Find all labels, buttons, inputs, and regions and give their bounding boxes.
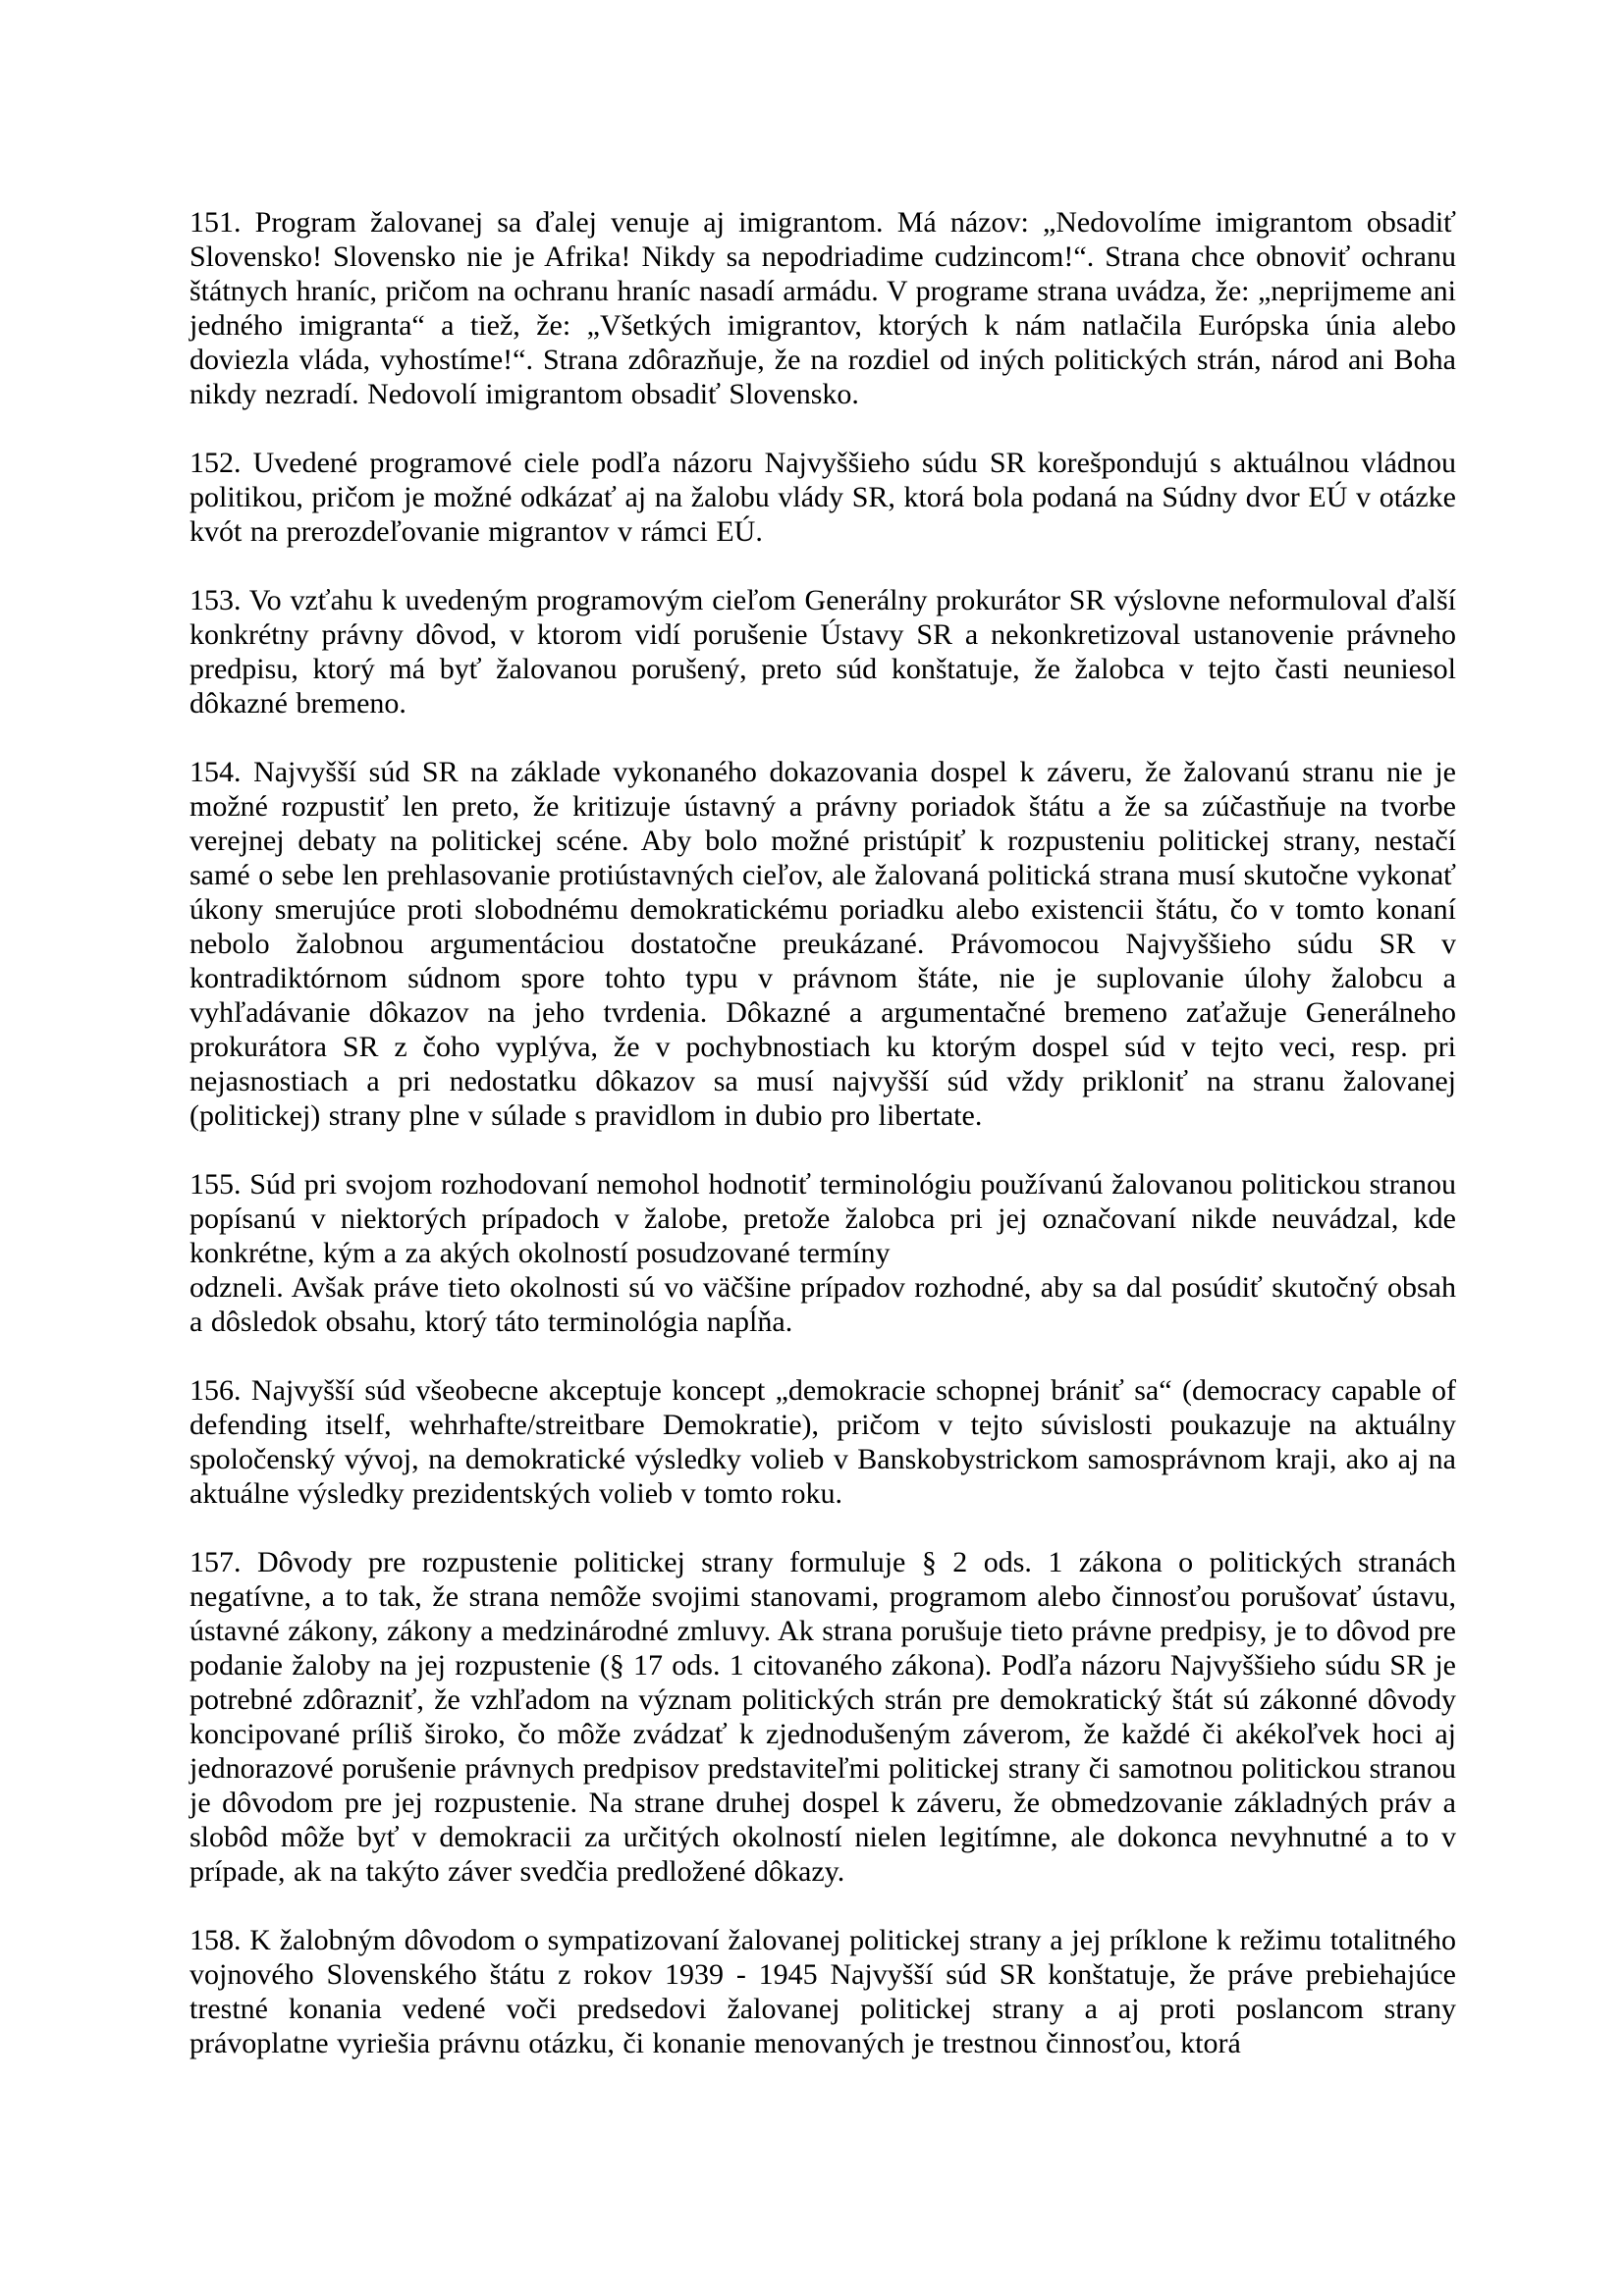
paragraph-155	[189, 1167, 1456, 1339]
paragraph-157	[189, 1545, 1456, 1889]
paragraph-156-text-0: 156. Najvyšší súd všeobecne akceptuje koncept „demokracie schopnej brániť sa“ (democracy capable of defending itself, wehrhafte/streitbare Demokratie), pričom v tejto súvislosti poukazuje na aktuálny spoločenský vývoj, na demokratické výsledky volieb v Banskobystrickom samosprávnom kraji, ako aj na aktuálne výsledky prezidentských volieb v tomto roku.	[189, 1374, 1456, 1510]
paragraph-156	[189, 1373, 1456, 1511]
paragraph-158-text-0: 158. K žalobným dôvodom o sympatizovaní žalovanej politickej strany a jej príklone k režimu totalitného vojnového Slovenského štátu z rokov 1939 - 1945 Najvyšší súd SR konštatuje, že práve prebiehajúce trestné konania vedené voči predsedovi žalovanej politickej strany a aj proti poslancom strany právoplatne vyriešia právnu otázku, či konanie menovaných je trestnou činnosťou, ktorá	[189, 1924, 1456, 2059]
paragraph-151-text-0: 151. Program žalovanej sa ďalej venuje aj imigrantom. Má názov: „Nedovolíme imigrantom obsadiť Slovensko! Slovensko nie je Afrika! Nikdy sa nepodriadime cudzincom!“. Strana chce obnoviť ochranu štátnych hraníc, pričom na ochranu hraníc nasadí armádu. V programe strana uvádza, že: „neprijmeme ani jedného imigranta“ a tiež, že: „Všetkých imigrantov, ktorých k nám natlačila Európska únia alebo doviezla vláda, vyhostíme!“. Strana zdôrazňuje, že na rozdiel od iných politických strán, národ ani Boha nikdy nezradí. Nedovolí imigrantom obsadiť Slovensko.	[189, 206, 1456, 410]
paragraph-155-text-0: 155. Súd pri svojom rozhodovaní nemohol hodnotiť terminológiu používanú žalovanou politickou stranou popísanú v niektorých prípadoch v žalobe, pretože žalobca pri jej označovaní nikde neuvádzal, kde konkrétne, kým a za akých okolností posudzované termíny	[189, 1168, 1456, 1269]
paragraph-154	[189, 755, 1456, 1133]
paragraph-158	[189, 1923, 1456, 2060]
paragraph-155-text-1: odzneli. Avšak práve tieto okolnosti sú vo väčšine prípadov rozhodné, aby sa dal posúdiť skutočný obsah a dôsledok obsahu, ktorý táto terminológia napĺňa.	[189, 1271, 1456, 1338]
paragraph-151	[189, 205, 1456, 411]
document-body	[189, 205, 1456, 2095]
paragraph-153-text-0: 153. Vo vzťahu k uvedeným programovým cieľom Generálny prokurátor SR výslovne neformuloval ďalší konkrétny právny dôvod, v ktorom vidí porušenie Ústavy SR a nekonkretizoval ustanovenie právneho predpisu, ktorý má byť žalovanou porušený, preto súd konštatuje, že žalobca v tejto časti neuniesol dôkazné bremeno.	[189, 584, 1456, 720]
paragraph-154-text-0: 154. Najvyšší súd SR na základe vykonaného dokazovania dospel k záveru, že žalovanú stranu nie je možné rozpustiť len preto, že kritizuje ústavný a právny poriadok štátu a že sa zúčastňuje na tvorbe verejnej debaty na politickej scéne. Aby bolo možné pristúpiť k rozpusteniu politickej strany, nestačí samé o sebe len prehlasovanie protiústavných cieľov, ale žalovaná politická strana musí skutočne vykonať úkony smerujúce proti slobodnému demokratickému poriadku alebo existencii štátu, čo v tomto konaní nebolo žalobnou argumentáciou dostatočne preukázané. Právomocou Najvyššieho súdu SR v kontradiktórnom súdnom spore tohto typu v právnom štáte, nie je suplovanie úlohy žalobcu a vyhľadávanie dôkazov na jeho tvrdenia. Dôkazné a argumentačné bremeno zaťažuje Generálneho prokurátora SR z čoho vyplýva, že v pochybnostiach ku ktorým dospel súd v tejto veci, resp. pri nejasnostiach a pri nedostatku dôkazov sa musí najvyšší súd vždy prikloniť na stranu žalovanej (politickej) strany plne v súlade s pravidlom in dubio pro libertate.	[189, 756, 1456, 1132]
paragraph-153	[189, 583, 1456, 721]
paragraph-157-text-0: 157. Dôvody pre rozpustenie politickej strany formuluje § 2 ods. 1 zákona o politických stranách negatívne, a to tak, že strana nemôže svojimi stanovami, programom alebo činnosťou porušovať ústavu, ústavné zákony, zákony a medzinárodné zmluvy. Ak strana porušuje tieto právne predpisy, je to dôvod pre podanie žaloby na jej rozpustenie (§ 17 ods. 1 citovaného zákona). Podľa názoru Najvyššieho súdu SR je potrebné zdôrazniť, že vzhľadom na význam politických strán pre demokratický štát sú zákonné dôvody koncipované príliš široko, čo môže zvádzať k zjednodušeným záverom, že každé či akékoľvek hoci aj jednorazové porušenie právnych predpisov predstaviteľmi politickej strany či samotnou politickou stranou je dôvodom pre jej rozpustenie. Na strane druhej dospel k záveru, že obmedzovanie základných práv a slobôd môže byť v demokracii za určitých okolností nielen legitímne, ale dokonca nevyhnutné a to v prípade, ak na takýto záver svedčia predložené dôkazy.	[189, 1546, 1456, 1888]
paragraph-152-text-0: 152. Uvedené programové ciele podľa názoru Najvyššieho súdu SR korešpondujú s aktuálnou vládnou politikou, pričom je možné odkázať aj na žalobu vlády SR, ktorá bola podaná na Súdny dvor EÚ v otázke kvót na prerozdeľovanie migrantov v rámci EÚ.	[189, 447, 1456, 548]
paragraph-152	[189, 446, 1456, 549]
